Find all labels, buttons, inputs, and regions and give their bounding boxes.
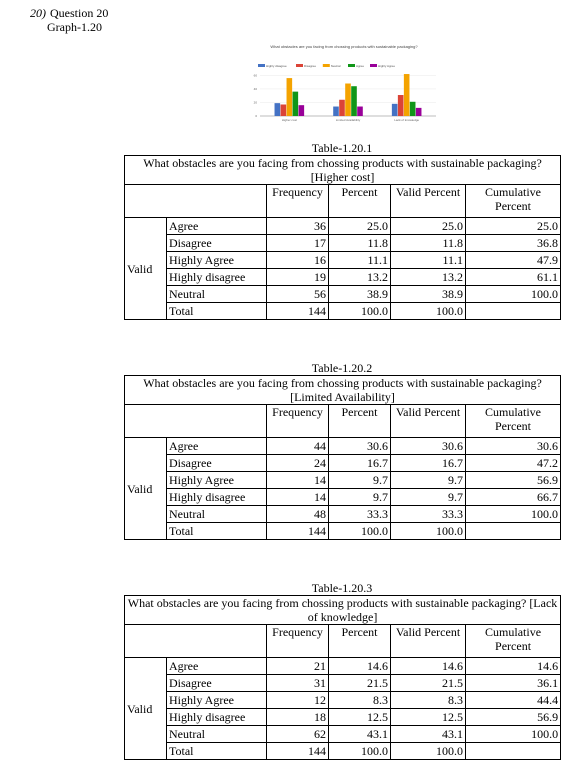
table-row [125,675,561,692]
cell-frequency: 19 [267,269,329,286]
table-row [125,472,561,489]
bar [299,105,305,116]
cell-valid-percent: 13.2 [391,269,466,286]
cell-cumulative-percent: 47.2 [466,455,561,472]
bar [392,104,398,116]
table-row [125,269,561,286]
frequency-table [124,595,561,760]
frequency-table [124,155,561,320]
cell-frequency: 12 [267,692,329,709]
cell-percent: 16.7 [329,455,391,472]
row-label: Total [167,743,267,760]
cell-cumulative-percent: 44.4 [466,692,561,709]
cell-valid-percent: 43.1 [391,726,466,743]
cell-cumulative-percent: 56.9 [466,472,561,489]
legend-swatch [370,64,377,67]
cell-percent: 33.3 [329,506,391,523]
header-percent: Percent [329,405,391,438]
table-row [125,218,561,235]
header-blank [125,185,267,218]
cell-cumulative-percent [466,523,561,540]
y-tick-label: 40 [253,86,257,91]
header-cumulative-percent: Cumulative Percent [466,185,561,218]
cell-percent: 21.5 [329,675,391,692]
cell-percent: 25.0 [329,218,391,235]
table-row [125,235,561,252]
row-label: Highly disagree [167,489,267,506]
header-blank [125,625,267,658]
y-tick-label: 20 [253,100,257,105]
bar [410,102,416,116]
bar [293,92,299,116]
cell-frequency: 144 [267,303,329,320]
bar [281,104,287,116]
legend-swatch [296,64,303,67]
cell-cumulative-percent: 14.6 [466,658,561,675]
legend-swatch [323,64,330,67]
cell-valid-percent: 11.8 [391,235,466,252]
cell-frequency: 144 [267,743,329,760]
x-tick-label: Limited Availability [335,118,361,122]
cell-valid-percent: 33.3 [391,506,466,523]
cell-percent: 38.9 [329,286,391,303]
table-row [125,726,561,743]
bar-chart [244,40,444,126]
graph-label: Graph-1.20 [47,20,102,34]
cell-valid-percent: 21.5 [391,675,466,692]
bar [404,74,410,116]
legend-swatch [258,64,265,67]
cell-frequency: 14 [267,472,329,489]
header-frequency: Frequency [267,405,329,438]
cell-frequency: 24 [267,455,329,472]
cell-cumulative-percent [466,303,561,320]
bar [339,100,345,116]
cell-frequency: 44 [267,438,329,455]
table-row [125,658,561,675]
cell-percent: 100.0 [329,743,391,760]
cell-valid-percent: 14.6 [391,658,466,675]
bar [287,78,293,116]
cell-percent: 11.1 [329,252,391,269]
cell-frequency: 18 [267,709,329,726]
cell-frequency: 17 [267,235,329,252]
header-cumulative-percent: Cumulative Percent [466,405,561,438]
header-frequency: Frequency [267,625,329,658]
x-tick-label: Lack of knowledge [394,118,420,122]
y-tick-label: 60 [253,73,257,78]
table-row [125,286,561,303]
bar [398,95,404,116]
cell-percent: 13.2 [329,269,391,286]
cell-cumulative-percent: 36.8 [466,235,561,252]
bar [333,107,339,116]
cell-percent: 43.1 [329,726,391,743]
cell-valid-percent: 38.9 [391,286,466,303]
cell-percent: 11.8 [329,235,391,252]
bar [357,107,363,116]
row-label: Disagree [167,675,267,692]
cell-cumulative-percent: 61.1 [466,269,561,286]
cell-frequency: 21 [267,658,329,675]
row-label: Highly disagree [167,269,267,286]
table-row [125,523,561,540]
table-title: What obstacles are you facing from chossing products with sustainable packaging? [Higher cost] [125,156,561,185]
cell-cumulative-percent: 36.1 [466,675,561,692]
table-row [125,438,561,455]
table-caption: Table-1.20.3 [311,581,373,595]
cell-cumulative-percent: 47.9 [466,252,561,269]
table-title: What obstacles are you facing from chossing products with sustainable packaging? [Limited Availability] [125,376,561,405]
question-number: 20) [30,6,46,20]
cell-valid-percent: 100.0 [391,303,466,320]
table-row [125,709,561,726]
cell-percent: 12.5 [329,709,391,726]
cell-valid-percent: 11.1 [391,252,466,269]
row-label: Total [167,523,267,540]
y-tick-label: 0 [255,114,257,118]
cell-percent: 100.0 [329,523,391,540]
header-percent: Percent [329,625,391,658]
header-blank [125,405,267,438]
table-row [125,252,561,269]
legend-item: Highly Agree [378,64,396,68]
row-label: Highly Agree [167,472,267,489]
cell-frequency: 36 [267,218,329,235]
group-label: Valid [125,658,167,760]
row-label: Agree [167,218,267,235]
cell-cumulative-percent: 25.0 [466,218,561,235]
row-label: Neutral [167,286,267,303]
bar [275,103,281,116]
cell-percent: 8.3 [329,692,391,709]
header-cumulative-percent: Cumulative Percent [466,625,561,658]
row-label: Disagree [167,235,267,252]
legend-item: Highly disagree [266,64,287,68]
table-row [125,692,561,709]
row-label: Highly Agree [167,252,267,269]
x-tick-label: Higher cost [281,118,297,122]
legend-item: Neutral [330,64,341,68]
cell-cumulative-percent: 100.0 [466,506,561,523]
cell-cumulative-percent: 66.7 [466,489,561,506]
cell-frequency: 14 [267,489,329,506]
cell-percent: 30.6 [329,438,391,455]
row-label: Agree [167,438,267,455]
header-percent: Percent [329,185,391,218]
cell-valid-percent: 30.6 [391,438,466,455]
cell-valid-percent: 16.7 [391,455,466,472]
table-row [125,743,561,760]
cell-cumulative-percent [466,743,561,760]
legend-item: Disagree [304,64,317,68]
cell-cumulative-percent: 30.6 [466,438,561,455]
row-label: Disagree [167,455,267,472]
group-label: Valid [125,438,167,540]
header-valid-percent: Valid Percent [391,625,466,658]
cell-valid-percent: 9.7 [391,472,466,489]
cell-valid-percent: 100.0 [391,743,466,760]
cell-frequency: 31 [267,675,329,692]
legend-item: Agree [356,64,365,68]
table-row [125,489,561,506]
row-label: Total [167,303,267,320]
cell-cumulative-percent: 56.9 [466,709,561,726]
cell-valid-percent: 100.0 [391,523,466,540]
row-label: Neutral [167,506,267,523]
table-title: What obstacles are you facing from chossing products with sustainable packaging? [Lack of knowledge] [125,596,561,625]
cell-cumulative-percent: 100.0 [466,286,561,303]
legend-swatch [348,64,355,67]
cell-percent: 9.7 [329,472,391,489]
table-row [125,303,561,320]
cell-valid-percent: 9.7 [391,489,466,506]
cell-percent: 9.7 [329,489,391,506]
header-frequency: Frequency [267,185,329,218]
row-label: Highly disagree [167,709,267,726]
bar [351,86,357,116]
table-caption: Table-1.20.1 [311,141,373,155]
cell-valid-percent: 12.5 [391,709,466,726]
header-valid-percent: Valid Percent [391,185,466,218]
cell-frequency: 62 [267,726,329,743]
cell-frequency: 16 [267,252,329,269]
cell-frequency: 48 [267,506,329,523]
frequency-table [124,375,561,540]
table-row [125,455,561,472]
cell-frequency: 144 [267,523,329,540]
bar [416,108,422,116]
cell-cumulative-percent: 100.0 [466,726,561,743]
header-valid-percent: Valid Percent [391,405,466,438]
cell-percent: 100.0 [329,303,391,320]
group-label: Valid [125,218,167,320]
chart-title: What obstacles are you facing from chossing products with sustainable packaging? [270,44,418,49]
table-caption: Table-1.20.2 [311,361,373,375]
cell-frequency: 56 [267,286,329,303]
cell-valid-percent: 8.3 [391,692,466,709]
cell-valid-percent: 25.0 [391,218,466,235]
row-label: Neutral [167,726,267,743]
question-title: Question 20 [50,6,109,20]
table-row [125,506,561,523]
cell-percent: 14.6 [329,658,391,675]
row-label: Highly Agree [167,692,267,709]
row-label: Agree [167,658,267,675]
bar [345,84,351,116]
